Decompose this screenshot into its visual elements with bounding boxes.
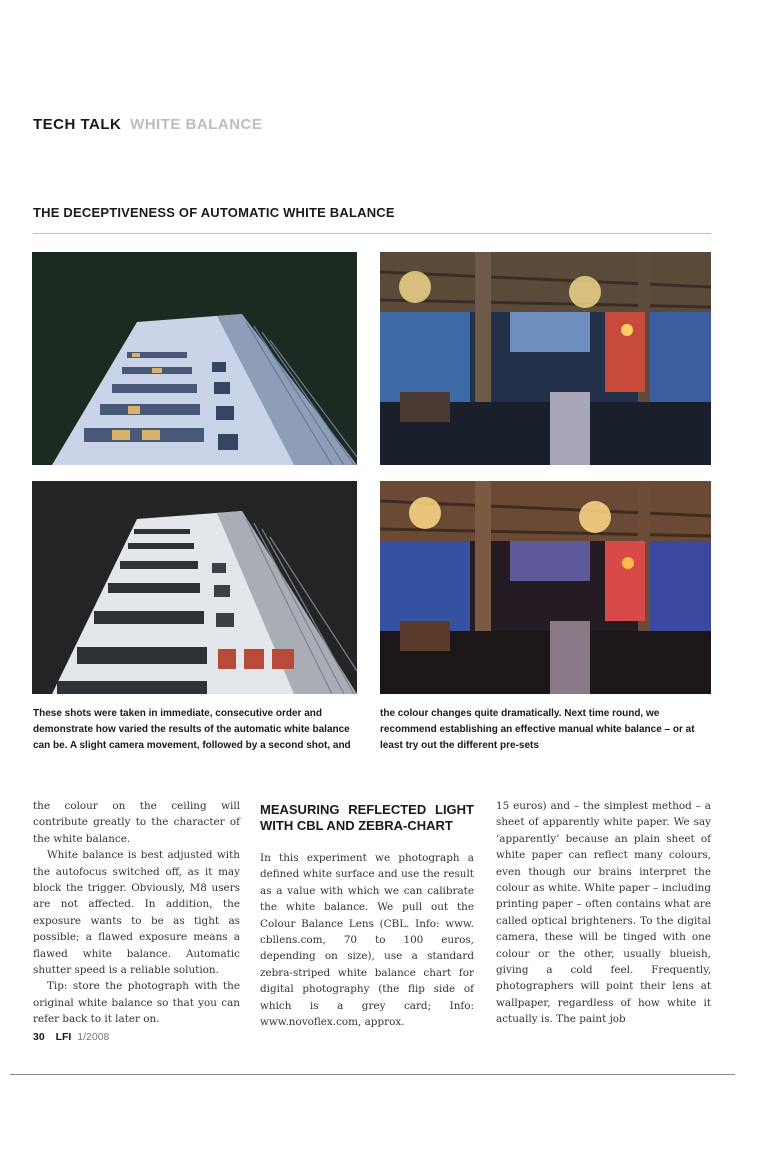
headline-divider — [33, 233, 711, 234]
column-1-paragraph-1: the colour on the ceiling will contribute greatly to the character of the white balance. — [33, 800, 240, 845]
bottom-rule — [10, 1074, 735, 1075]
photo-tower-neutral — [32, 481, 357, 694]
column-1-paragraph-3: Tip: store the photograph with the original white balance so that you can refer back to it later on. — [33, 980, 240, 1026]
column-2-paragraph-1: In this experiment we photograph a defined white surface and use the result as a value with which we can calibrate the white balance. We pull out the Colour Balance Lens (CBL. Info: www. cbllens.com, 70 to 100 euros, depending on size), use a standard zebra-striped white balance chart for digital photography (the flip side of which is a grey card; Info: www.novoflex.com, approx. — [260, 852, 474, 1029]
caption-left: These shots were taken in immediate, consecutive order and demonstrate how varied the results of the automatic white balance can be. A slight camera movement, followed by a second shot, and — [33, 708, 351, 751]
section-header — [33, 116, 262, 133]
photo-restaurant-warm — [380, 481, 711, 694]
column-1 — [33, 798, 240, 1028]
page-number: 30 — [33, 1031, 45, 1043]
column-3 — [496, 798, 711, 1028]
section-label: TECH TALK — [33, 116, 122, 133]
issue-number: 1/2008 — [77, 1031, 110, 1043]
page-footer — [33, 1031, 109, 1043]
section-topic: WHITE BALANCE — [130, 116, 263, 133]
column-3-paragraph-1: 15 euros) and – the simplest method – a sheet of apparently white paper. We say ‘apparently’ because an plain sheet of white paper can reflect many colours, even though our brains interpret the colour as white. White paper – including printing paper – often contains what are called optical brighteners. To the digital camera, these will be tinged with one colour or the other, usually blueish, giving a cold feel. Frequently, photographers will point their lens at wallpaper, regardless of how white it actually is. The paint job — [496, 800, 711, 1026]
caption-right: the colour changes quite dramatically. Next time round, we recommend establishing an effective manual white balance – or at least try out the different pre-sets — [380, 708, 695, 751]
column-2-subhead: MEASURING REFLECTED LIGHT WITH CBL AND ZEBRA-CHART — [260, 802, 474, 833]
photo-restaurant-blue — [380, 252, 711, 465]
magazine-name: LFI — [55, 1031, 72, 1043]
article-headline: THE DECEPTIVENESS OF AUTOMATIC WHITE BALANCE — [33, 205, 395, 220]
column-1-paragraph-2: White balance is best adjusted with the autofocus switched off, as it may block the trigger. Obviously, M8 users are not affected. In addition, the exposure wants to be as tight as possible; a flawed exposure means a flawed white balance. Automatic shutter speed is a reliable solution. — [33, 849, 240, 977]
column-2 — [260, 802, 474, 1030]
photo-tower-blue — [32, 252, 357, 465]
